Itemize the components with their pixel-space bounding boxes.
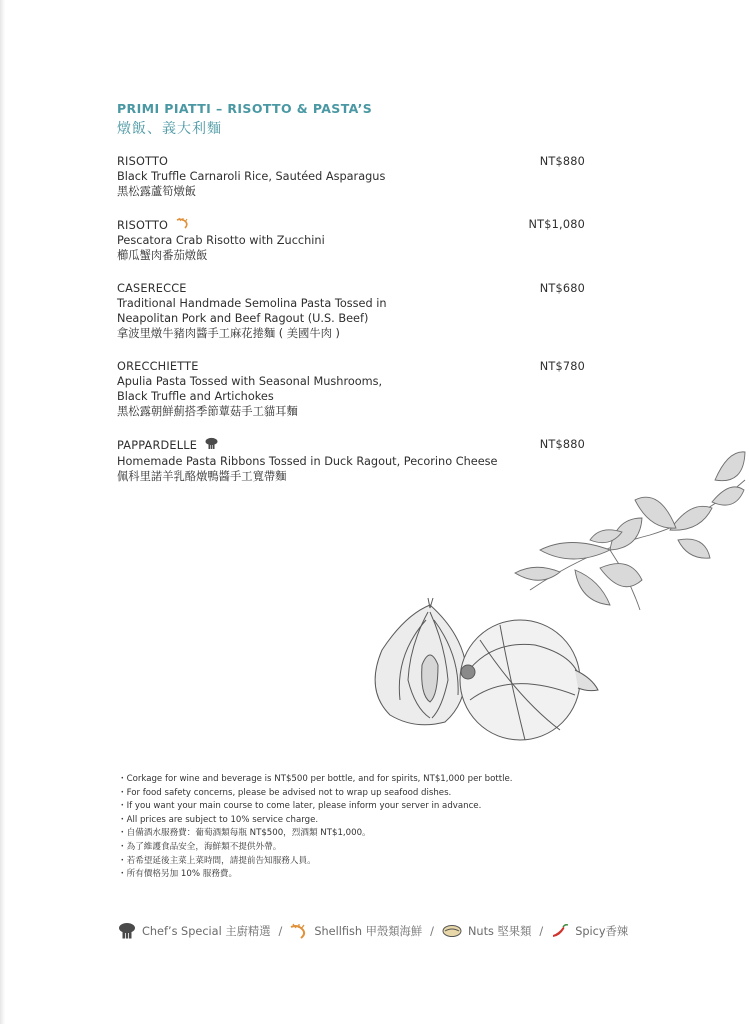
note-line: ・為了維護食品安全，海鮮類不提供外帶。 (118, 841, 282, 852)
menu-item (117, 154, 587, 199)
note-line: ・All prices are subject to 10% service charge. (118, 814, 319, 825)
onion-basil-illustration (360, 440, 749, 760)
section-title: PRIMI PIATTI – RISOTTO & PASTA’S (117, 101, 373, 116)
dish-description-chinese: 佩科里諾羊乳酪燉鴨醬手工寬帶麵 (117, 470, 287, 483)
note-line: ・For food safety concerns, please be advised not to wrap up seafood dishes. (118, 787, 452, 798)
note-line: ・Corkage for wine and beverage is NT$500 per bottle, and for spirits, NT$1,000 per bottle. (118, 774, 513, 784)
note-line: ・自備酒水服務費：葡萄酒類每瓶 NT$500，烈酒類 NT$1,000。 (118, 828, 371, 839)
shellfish-icon (176, 217, 190, 233)
menu-item (117, 281, 587, 341)
chef-hat-icon (118, 922, 136, 940)
menu-item (117, 359, 587, 419)
menu-item (117, 217, 587, 263)
note-line: ・If you want your main course to come later, please inform your server in advance. (118, 801, 482, 812)
dish-name: RISOTTO (117, 155, 169, 168)
dish-price: NT$1,080 (528, 218, 585, 231)
legend-separator: / (539, 924, 544, 938)
dish-description: Homemade Pasta Ribbons Tossed in Duck Ragout, Pecorino Cheese (117, 455, 498, 468)
dish-description-chinese: 黑松露蘆筍燉飯 (117, 185, 197, 198)
dish-price: NT$680 (539, 282, 585, 295)
dish-name: RISOTTO (117, 217, 587, 233)
legend-shellfish: Shellfish 甲殼類海鮮 (290, 923, 422, 939)
dish-description: Apulia Pasta Tossed with Seasonal Mushrooms, Black Truffle and Artichokes (117, 375, 383, 403)
legend-separator: / (430, 924, 434, 938)
legend-nuts: Nuts 堅果類 (442, 923, 531, 939)
legend-chef-special: Chef’s Special 主廚精選 (118, 922, 271, 940)
dish-description-chinese: 櫛瓜蟹肉番茄燉飯 (117, 249, 208, 262)
dish-price: NT$880 (539, 438, 585, 451)
menu-notes (118, 773, 513, 882)
dish-description: Black Truffle Carnaroli Rice, Sautéed Asparagus (117, 170, 386, 183)
legend-separator: / (278, 924, 283, 938)
dish-name: CASERECCE (117, 282, 187, 295)
note-line: ・若希望延後主菜上菜時間，請提前告知服務人員。 (118, 855, 316, 866)
page-edge-shadow (0, 0, 5, 1024)
dish-name: PAPPARDELLE (117, 437, 587, 454)
icon-legend (118, 922, 628, 940)
dish-description: Pescatora Crab Risotto with Zucchini (117, 234, 325, 247)
dish-description: Traditional Handmade Semolina Pasta Tossed in Neapolitan Pork and Beef Ragout (U.S. Beef) (117, 297, 387, 325)
dish-description-chinese: 黑松露朝鮮薊搭季節蕈菇手工貓耳麵 (117, 405, 298, 418)
legend-spicy: Spicy香辣 (551, 923, 628, 939)
nut-icon (442, 924, 462, 938)
note-line: ・所有價格另加 10% 服務費。 (118, 869, 238, 880)
dish-name: ORECCHIETTE (117, 360, 199, 373)
chili-pepper-icon (551, 923, 569, 939)
section-title-chinese: 燉飯、義大利麵 (117, 121, 222, 137)
dish-price: NT$880 (539, 155, 585, 168)
shellfish-icon (290, 923, 308, 939)
dish-description-chinese: 拿波里燉牛豬肉醬手工麻花捲麵 ( 美國牛肉 ) (117, 327, 340, 340)
chef-hat-icon (205, 437, 218, 454)
dish-price: NT$780 (539, 360, 585, 373)
